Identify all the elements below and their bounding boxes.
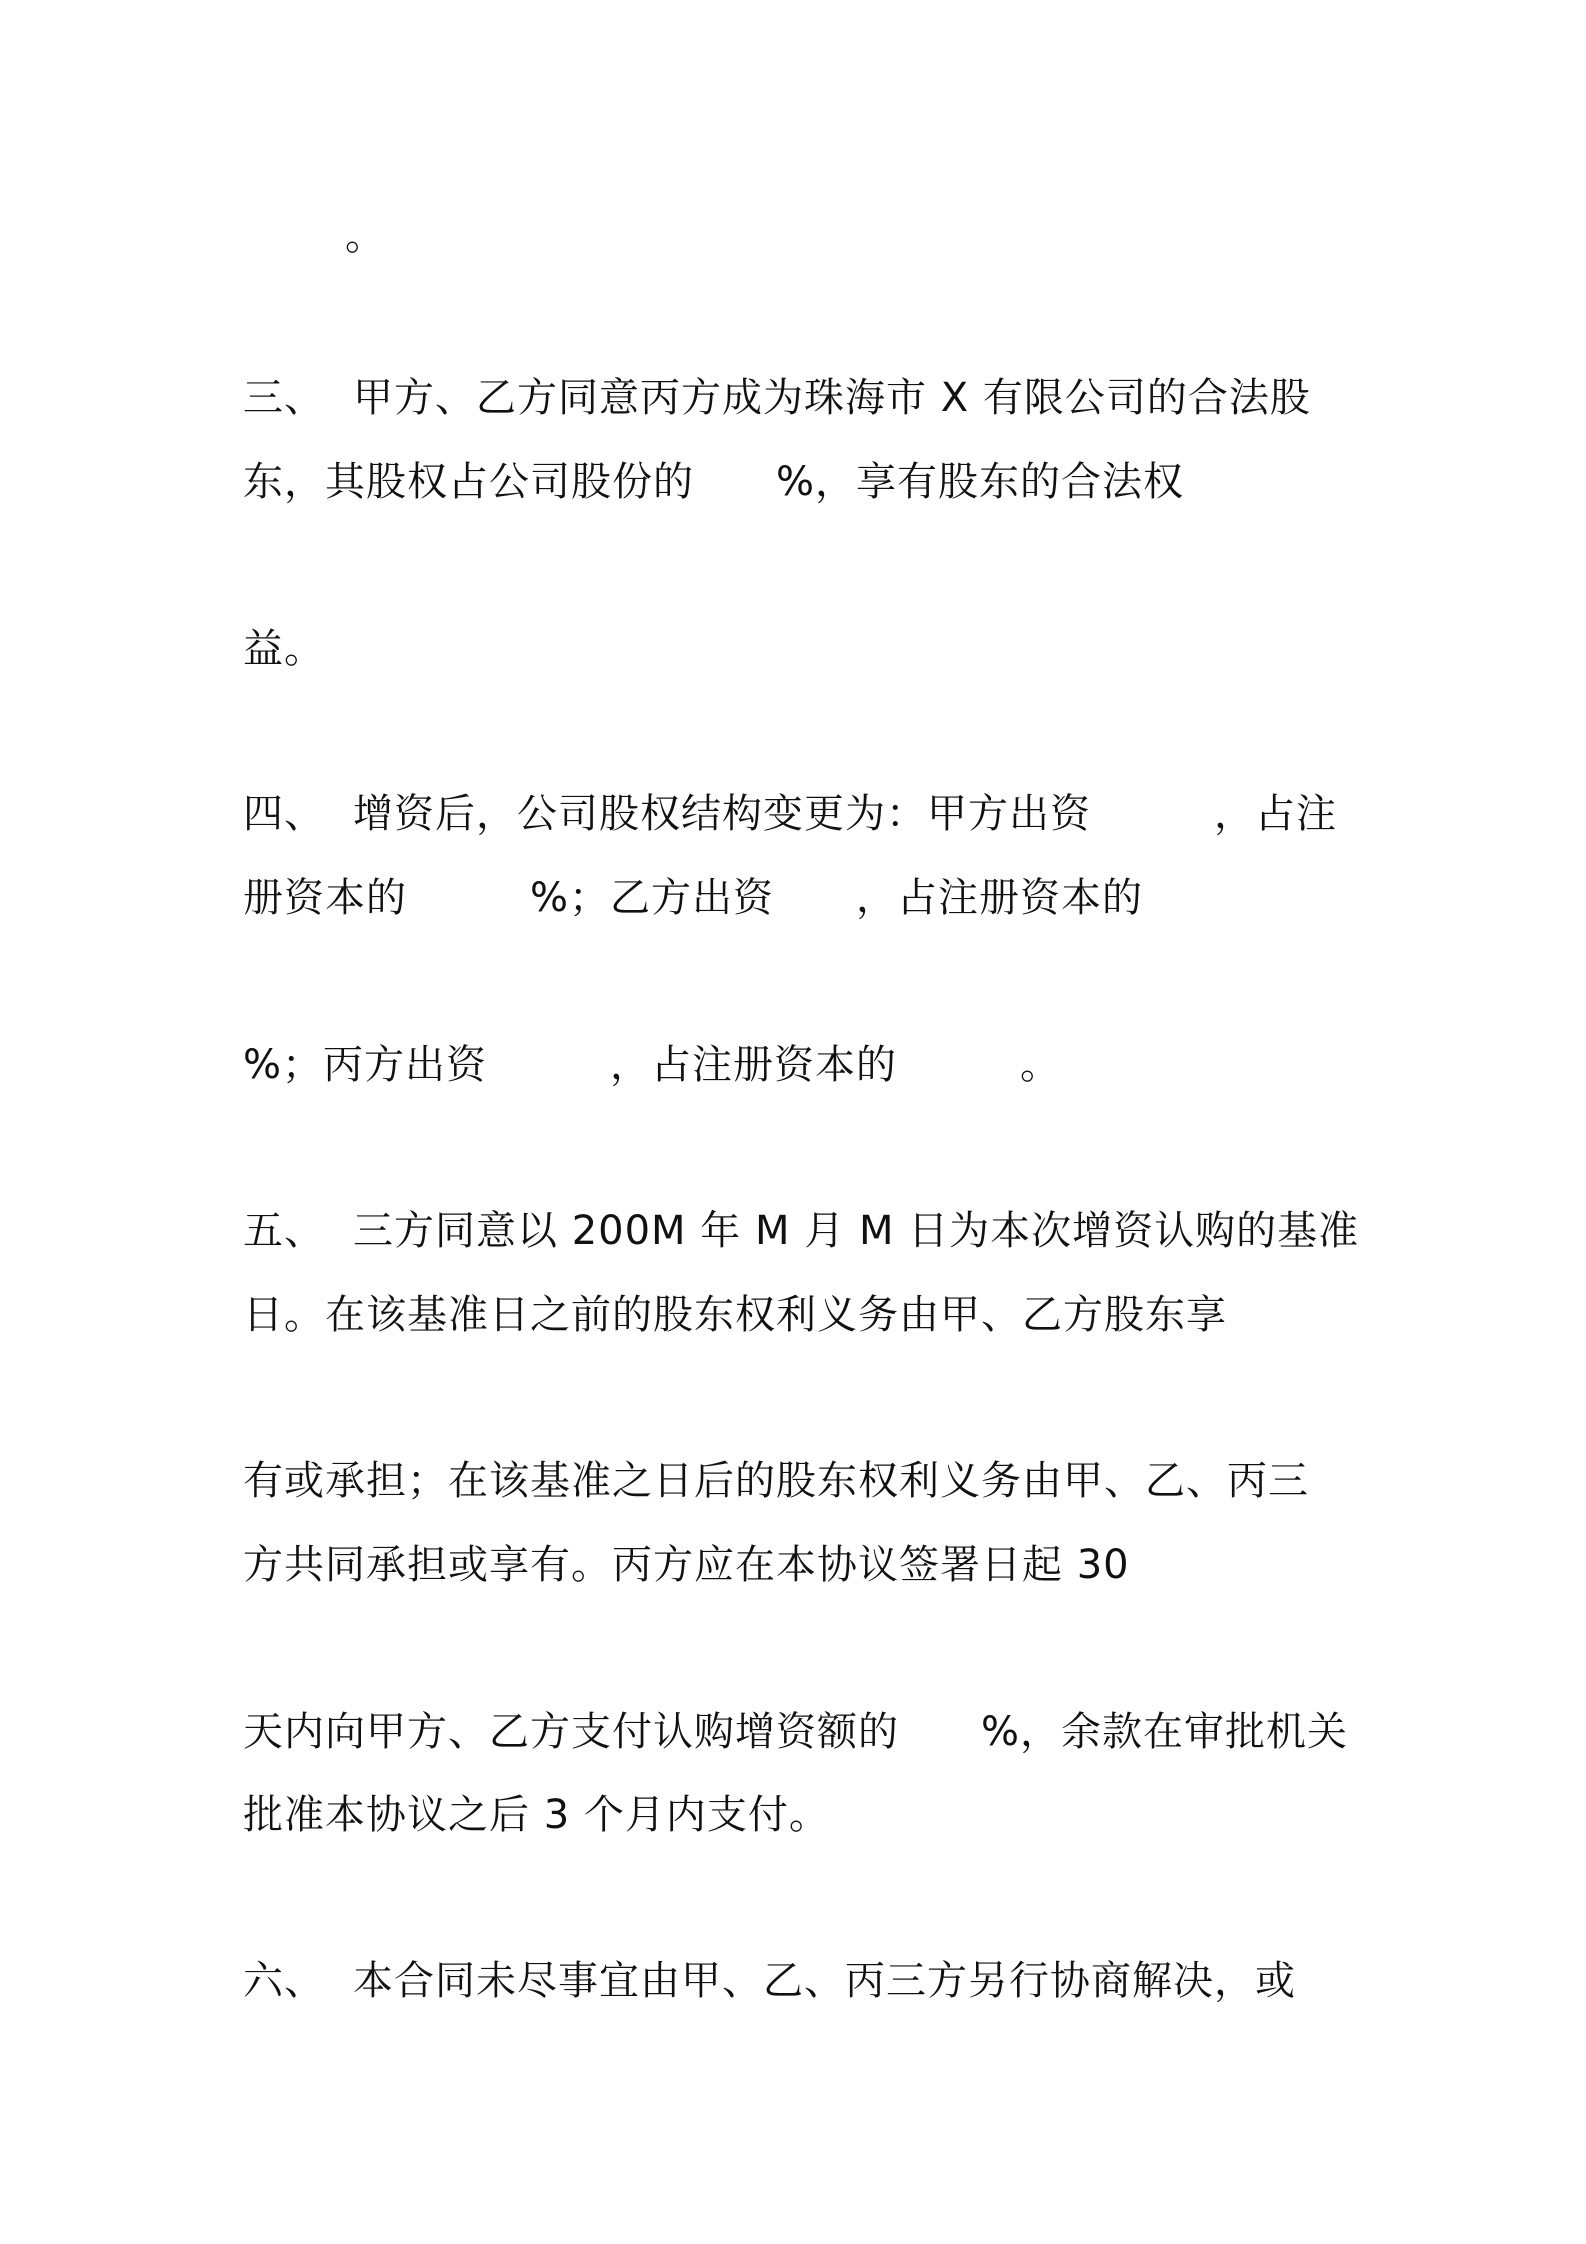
clause-3-line-3: 益。 [243, 626, 325, 672]
clause-5-line-5: 天内向甲方、乙方支付认购增资额的 %，余款在审批机关 [243, 1709, 1349, 1755]
clause-6-number: 六、 [243, 1958, 325, 2004]
clause-5-line-1 [243, 1205, 1359, 1257]
clause-6-text-1: 本合同未尽事宜由甲、乙、丙三方另行协商解决，或 [353, 1958, 1296, 2004]
clause-4-text-1: 增资后，公司股权结构变更为：甲方出资 ，占注 [353, 791, 1337, 837]
clause-3-line-1 [243, 372, 1311, 424]
clause-5-line-4: 方共同承担或享有。丙方应在本协议签署日起 30 [243, 1542, 1130, 1588]
clause-3-text-1: 甲方、乙方同意丙方成为珠海市 X 有限公司的合法股 [353, 375, 1311, 421]
clause-5-number: 五、 [243, 1208, 325, 1254]
clause-4-line-2: 册资本的 %；乙方出资 ，占注册资本的 [243, 875, 1144, 921]
clause-5-line-6: 批准本协议之后 3 个月内支付。 [243, 1792, 830, 1838]
clause-4-line-3: %；丙方出资 ，占注册资本的 。 [243, 1042, 1062, 1088]
clause-6-line-1 [243, 1955, 1296, 2007]
clause-5-line-3: 有或承担；在该基准之日后的股东权利义务由甲、乙、丙三 [243, 1458, 1309, 1504]
clause-3-number: 三、 [243, 375, 325, 421]
clause-5-text-1: 三方同意以 200M 年 M 月 M 日为本次增资认购的基准 [353, 1208, 1360, 1254]
clause-5-line-2: 日。在该基准日之前的股东权利义务由甲、乙方股东享 [243, 1292, 1227, 1338]
clause-4-line-1 [243, 788, 1337, 840]
clause-4-number: 四、 [243, 791, 325, 837]
clause-3-line-2: 东，其股权占公司股份的 %，享有股东的合法权 [243, 459, 1185, 505]
fragment-period: 。 [345, 213, 386, 259]
